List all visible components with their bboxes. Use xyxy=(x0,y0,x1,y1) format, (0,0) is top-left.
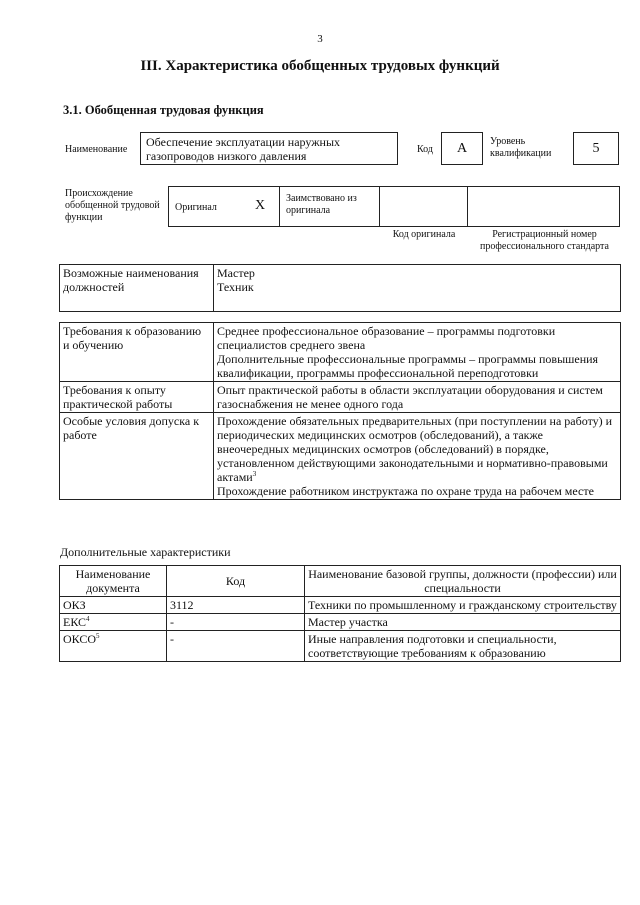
requirement-label: Требования к образованию и обучению xyxy=(60,323,214,382)
name-value-box xyxy=(140,132,398,165)
requirement-row xyxy=(60,382,621,413)
requirement-line: Прохождение работником инструктажа по охране труда на рабочем месте xyxy=(217,484,594,498)
name-value: Обеспечение эксплуатации наружных газопроводов низкого давления xyxy=(146,135,341,163)
table-row xyxy=(60,614,621,631)
code-value: A xyxy=(456,141,468,156)
code-original-box xyxy=(379,186,468,227)
requirement-content xyxy=(214,382,621,413)
original-box xyxy=(168,186,280,227)
reg-number-box xyxy=(467,186,620,227)
requirement-content xyxy=(214,323,621,382)
requirement-row xyxy=(60,413,621,500)
code-label: Код xyxy=(417,144,433,155)
positions-values xyxy=(214,265,621,312)
requirement-line: Прохождение обязательных предварительных (при поступлении на работу) и периодических медицинских осмотров (обследований), а также внеочередных медицинских осмотров (обследований) в порядке, установленном действующими законодательными и нормативно-правовыми актами$^3$ xyxy=(217,414,613,484)
table-row xyxy=(60,631,621,662)
requirement-label: Особые условия допуска к работе xyxy=(60,413,214,500)
requirements-table xyxy=(59,322,621,500)
borrowed-box xyxy=(279,186,380,227)
requirement-line: Дополнительные профессиональные программы – программы повышения квалификации, программы профессиональной переподготовки xyxy=(217,352,599,380)
requirement-line: Опыт практической работы в области эксплуатации оборудования и систем газоснабжения не менее одного года xyxy=(217,383,603,411)
header-row xyxy=(60,566,621,597)
header-code: Код xyxy=(167,566,305,597)
header-document: Наименование документа xyxy=(60,566,167,597)
row-document: ОКСО$^5$ xyxy=(60,631,167,662)
original-label: Оригинал xyxy=(175,202,217,213)
positions-label: Возможные наименования должностей xyxy=(60,265,214,312)
name-label: Наименование xyxy=(65,144,128,155)
page-number: 3 xyxy=(317,33,323,45)
requirement-label: Требования к опыту практической работы xyxy=(60,382,214,413)
row-document: ОКЗ xyxy=(60,597,167,614)
requirement-content xyxy=(214,413,621,500)
borrowed-label: Заимствовано из оригинала xyxy=(286,193,357,216)
original-mark: X xyxy=(255,198,266,213)
level-label: Уровень квалификации xyxy=(490,136,552,159)
row-code: - xyxy=(167,631,305,662)
header-name: Наименование базовой группы, должности (профессии) или специальности xyxy=(305,566,621,597)
row-name: Мастер участка xyxy=(305,614,621,631)
origin-label: Происхождение обобщенной трудовой функции xyxy=(65,188,160,223)
section-heading: 3.1. Обобщенная трудовая функция xyxy=(63,103,264,117)
requirement-row xyxy=(60,323,621,382)
reg-number-label: Регистрационный номер профессионального стандарта xyxy=(480,229,609,252)
row-code: - xyxy=(167,614,305,631)
level-value: 5 xyxy=(592,141,600,156)
additional-heading: Дополнительные характеристики xyxy=(60,545,231,559)
footnote-ref: 3 xyxy=(252,470,257,478)
positions-table xyxy=(59,264,621,312)
row-document: ЕКС$^4$ xyxy=(60,614,167,631)
code-value-box xyxy=(441,132,483,165)
requirement-line: Среднее профессиональное образование – программы подготовки специалистов среднего звена xyxy=(217,324,556,352)
table-row xyxy=(60,597,621,614)
row-name: Техники по промышленному и гражданскому строительству xyxy=(305,597,621,614)
level-value-box xyxy=(573,132,619,165)
additional-table xyxy=(59,565,621,662)
row-name: Иные направления подготовки и специальности, соответствующие требованиям к образованию xyxy=(305,631,621,662)
row-code: 3112 xyxy=(167,597,305,614)
code-original-label: Код оригинала xyxy=(392,229,456,240)
position-item: Мастер xyxy=(217,266,255,280)
position-item: Техник xyxy=(217,280,254,294)
page-title: III. Характеристика обобщенных трудовых функций xyxy=(140,58,500,74)
